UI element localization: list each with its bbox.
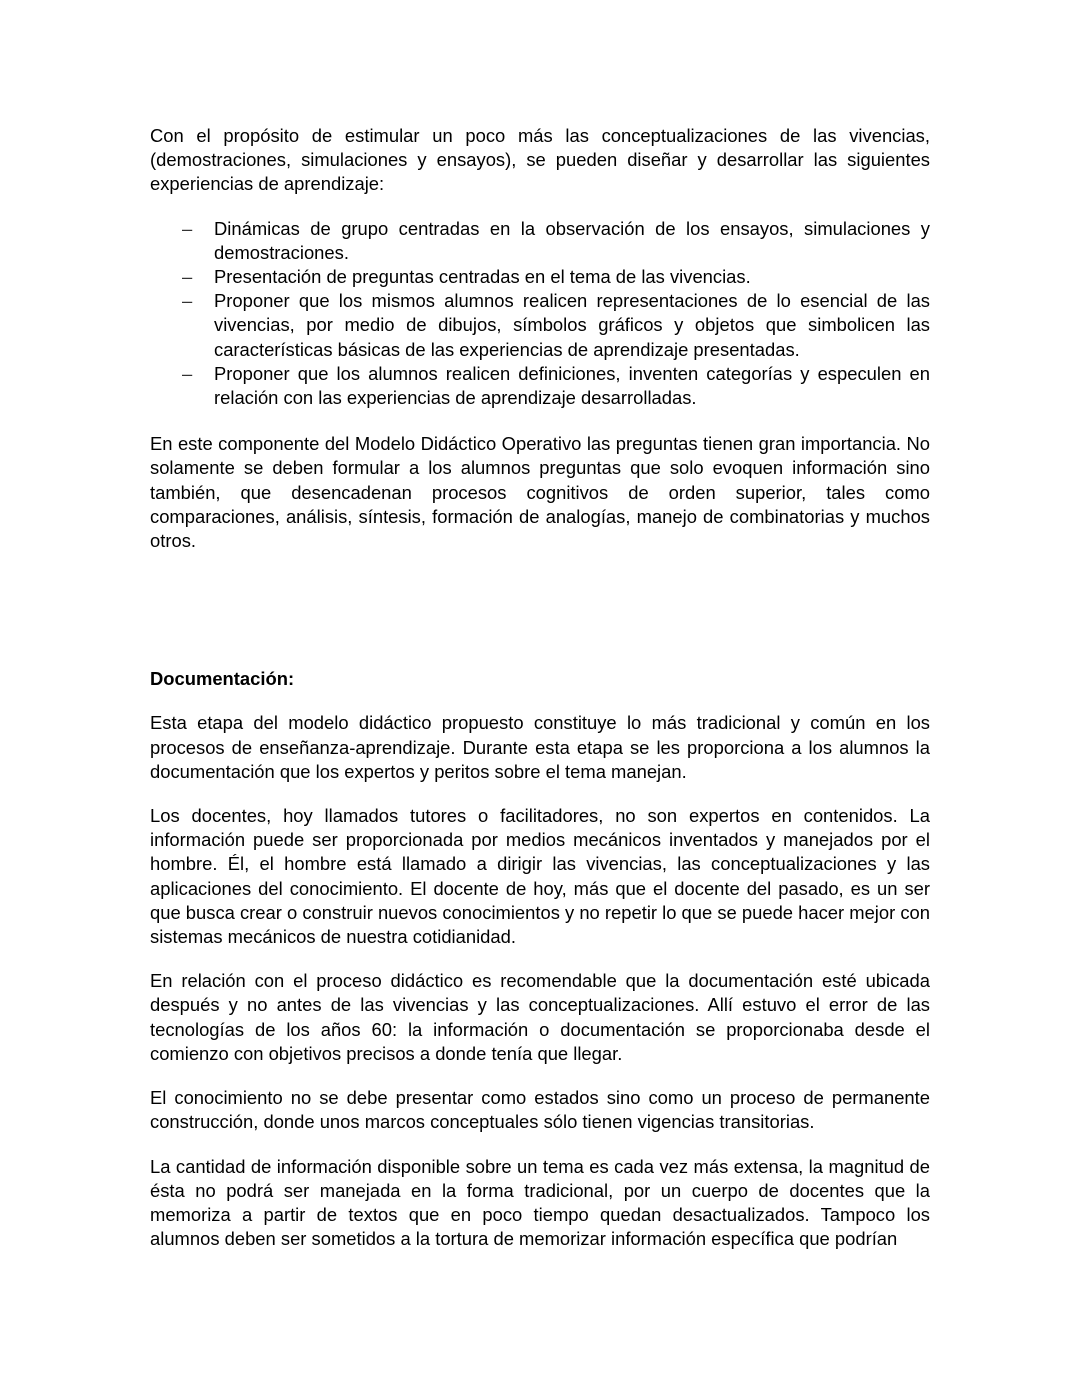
dash-bullet: – [182,266,193,288]
doc-paragraph: El conocimiento no se debe presentar como estados sino como un proceso de permanente construcción, donde unos marcos conceptuales sólo tienen vigencias transitorias. [150,1087,930,1133]
list-item-text: Dinámicas de grupo centradas en la observación de los ensayos, simulaciones y demostraciones. [214,217,930,263]
doc-paragraph: En relación con el proceso didáctico es recomendable que la documentación esté ubicada después y no antes de las vivencias y las conceptualizaciones. Allí estuvo el error de las tecnologías de los años 60: la información o documentación se proporcionaba desde el comienzo con objetivos precisos a donde tenía que llegar. [150,970,930,1064]
doc-paragraph: La cantidad de información disponible sobre un tema es cada vez más extensa, la magnitud de ésta no podrá ser manejada en la forma tradicional, por un cuerpo de docentes que la memoriza a partir de textos que en poco tiempo quedan desactualizados. Tampoco los alumnos deben ser sometidos a la tortura de memorizar información específica que podrían [150,1155,930,1250]
section-heading: Documentación: [150,668,295,690]
dash-bullet: – [182,362,193,384]
questions-paragraph: En este componente del Modelo Didáctico Operativo las preguntas tienen gran importancia. No solamente se deben formular a los alumnos preguntas que solo evoquen información sino también, que desencadenan procesos cognitivos de orden superior, tales como comparaciones, análisis, síntesis, formación de analogías, manejo de combinatorias y muchos otros. [150,433,930,552]
dash-bullet: – [182,217,193,239]
list-item-text: Proponer que los mismos alumnos realicen representaciones de lo esencial de las vivencias, por medio de dibujos, símbolos gráficos y objetos que simbolicen las características básicas de las experiencias de aprendizaje presentadas. [214,290,930,360]
list-item [150,362,930,410]
intro-paragraph: Con el propósito de estimular un poco más las conceptualizaciones de las vivencias, (demostraciones, simulaciones y ensayos), se pueden diseñar y desarrollar las siguientes experiencias de aprendizaje: [150,125,930,195]
list-item-text: Proponer que los alumnos realicen definiciones, inventen categorías y especulen en relación con las experiencias de aprendizaje desarrolladas. [214,362,930,409]
list-item [150,217,930,265]
experiences-list [150,217,930,411]
list-item-text: Presentación de preguntas centradas en el tema de las vivencias. [214,266,751,288]
dash-bullet: – [182,290,193,312]
list-item [150,265,930,289]
doc-paragraph: Esta etapa del modelo didáctico propuesto constituye lo más tradicional y común en los procesos de enseñanza-aprendizaje. Durante esta etapa se les proporciona a los alumnos la documentación que los expertos y peritos sobre el tema manejan. [150,712,930,782]
document-page [150,124,930,1251]
list-item [150,289,930,362]
doc-paragraph: Los docentes, hoy llamados tutores o facilitadores, no son expertos en contenidos. La información puede ser proporcionada por medios mecánicos inventados y manejados por el hombre. Él, el hombre está llamado a dirigir las vivencias, las conceptualizaciones y las aplicaciones del conocimiento. El docente de hoy, más que el docente del pasado, es un ser que busca crear o construir nuevos conocimientos y no repetir lo que se puede hacer mejor con sistemas mecánicos de nuestra cotidianidad. [150,805,930,948]
